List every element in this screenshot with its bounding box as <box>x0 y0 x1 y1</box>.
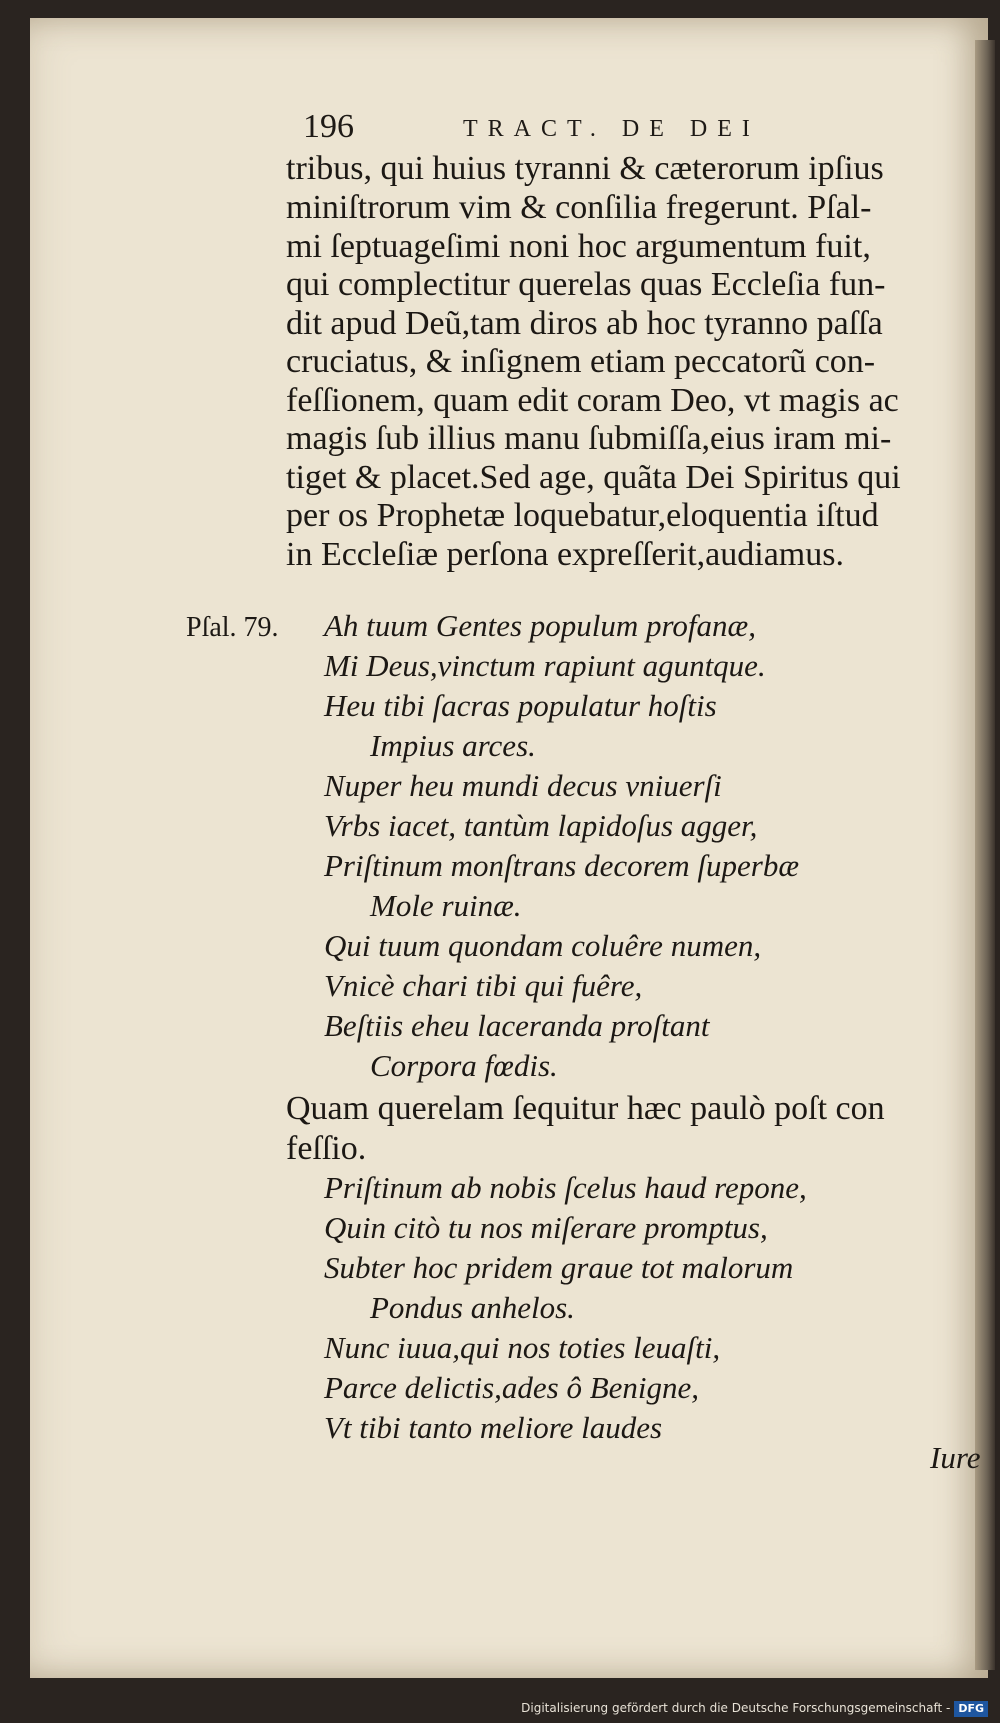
catchword: Iure <box>930 1440 981 1475</box>
prose-line: per os Prophetæ loquebatur,eloquentia iſtud <box>286 497 879 534</box>
prose-line: feſſionem, quam edit coram Deo, vt magis ac <box>286 382 899 419</box>
verse-line: Subter hoc pridem graue tot malorum <box>324 1250 794 1285</box>
prose-line: tiget & placet.Sed age, quãta Dei Spiritus qui <box>286 459 901 496</box>
verse-line: Beſtiis eheu laceranda proſtant <box>324 1008 710 1043</box>
prose-line: cruciatus, & inſignem etiam peccatorũ con- <box>286 343 876 380</box>
page-edge <box>975 40 995 1670</box>
page-number: 196 <box>303 108 354 145</box>
verse-line: Nuper heu mundi decus vniuerſi <box>324 768 722 803</box>
prose-line: Quam querelam ſequitur hæc paulò poſt con <box>286 1090 885 1127</box>
verse-line: Impius arces. <box>370 728 536 763</box>
footer-text: Digitalisierung gefördert durch die Deutsche Forschungsgemeinschaft - <box>521 1701 951 1715</box>
verse-line: Qui tuum quondam coluêre numen, <box>324 928 762 963</box>
prose-line: magis ſub illius manu ſubmiſſa,eius iram mi- <box>286 420 892 457</box>
verse-line: Nunc iuua,qui nos toties leuaſti, <box>324 1330 721 1365</box>
running-head: TRACT. DE DEI <box>463 116 760 142</box>
verse-line: Ah tuum Gentes populum profanæ, <box>324 608 756 643</box>
verse-line: Quin citò tu nos miſerare promptus, <box>324 1210 768 1245</box>
verse-line: Heu tibi ſacras populatur hoſtis <box>324 688 717 723</box>
prose-line: feſſio. <box>286 1130 367 1167</box>
digitization-footer <box>0 1693 1000 1723</box>
verse-line: Priſtinum ab nobis ſcelus haud repone, <box>324 1170 807 1205</box>
verse-line: Priſtinum monſtrans decorem ſuperbæ <box>324 848 800 883</box>
verse-line: Mi Deus,vinctum rapiunt aguntque. <box>324 648 766 683</box>
verse-line: Mole ruinæ. <box>370 888 522 923</box>
verse-line: Vrbs iacet, tantùm lapidoſus agger, <box>324 808 758 843</box>
verse-line: Corpora fœdis. <box>370 1048 558 1083</box>
verse-line: Pondus anhelos. <box>370 1290 575 1325</box>
dfg-logo: DFG <box>954 1701 988 1717</box>
verse-line: Vnicè chari tibi qui fuêre, <box>324 968 643 1003</box>
prose-line: mi ſeptuageſimi noni hoc argumentum fuit, <box>286 228 871 265</box>
verse-line: Parce delictis,ades ô Benigne, <box>324 1370 700 1405</box>
page-header <box>303 108 823 152</box>
verse-line: Vt tibi tanto meliore laudes <box>324 1410 663 1445</box>
margin-reference: Pſal. 79. <box>186 612 279 643</box>
prose-line: tribus, qui huius tyranni & cæterorum ipſius <box>286 150 884 187</box>
prose-line: in Eccleſiæ perſona expreſſerit,audiamus. <box>286 536 844 573</box>
prose-line: miniſtrorum vim & conſilia fregerunt. Pſal- <box>286 189 872 226</box>
prose-line: dit apud Deũ,tam diros ab hoc tyranno paſſa <box>286 305 883 342</box>
prose-line: qui complectitur querelas quas Eccleſia fun- <box>286 266 886 303</box>
